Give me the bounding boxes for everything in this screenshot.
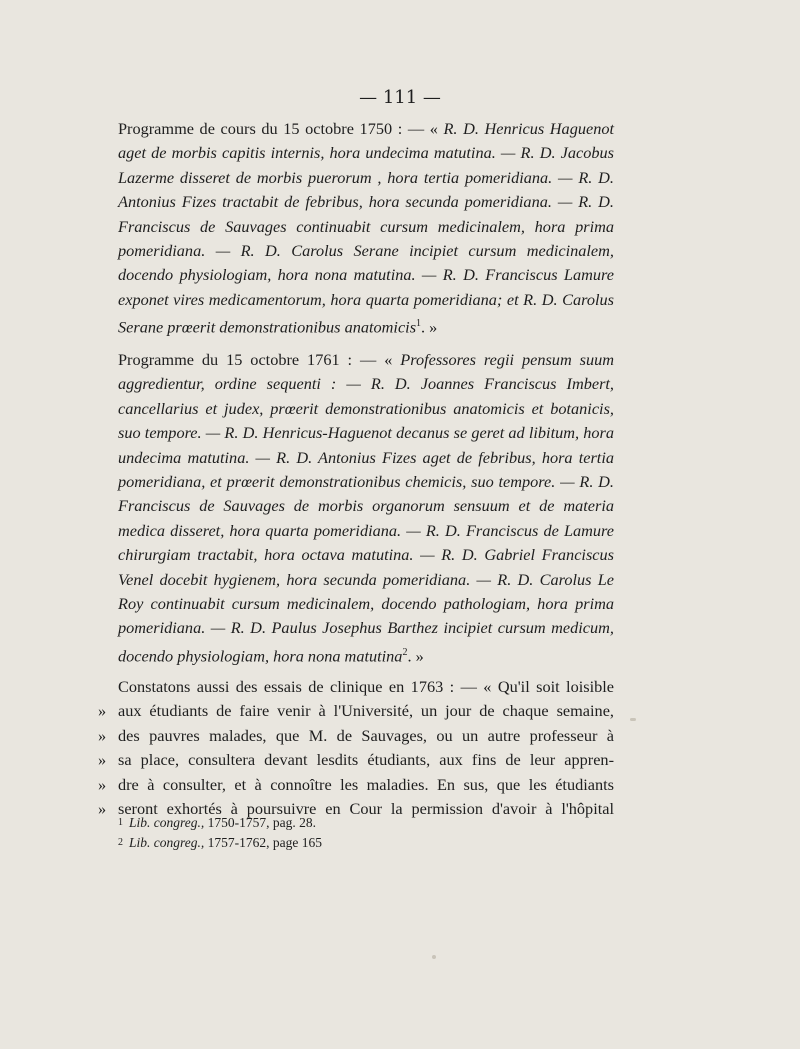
quoted-line: » aux étudiants de faire venir à l'Université, un jour de chaque semaine, (118, 699, 614, 723)
quote-mark: » (98, 701, 107, 721)
quote-mark: » (98, 750, 107, 770)
paragraph-text (118, 348, 614, 669)
footnote-detail: 1750-1757, pag. 28. (207, 815, 316, 830)
latin-quotation: R. D. Henricus Haguenot aget de morbis capitis internis, hora undecima matutina. — R. D. Jacobus Lazerme disseret de morbis puerorum , hora tertia pomeridiana. — R. D. Antonius Fizes tractabit de febribus, hora secunda pomeridiana. — R. D. Franciscus de Sauvages continuabit cursum medicinalem, hora prima pomeridiana. — R. D. Carolus Serane incipiet cursum medicinalem, docendo physiologiam, hora nona matutina. — R. D. Franciscus Lamure exponet vires medicamentorum, hora quarta pomeridiana; et R. D. Carolus Serane prœerit demonstrationibus anatomicis (118, 119, 615, 337)
footnote-detail: 1757-1762, page 165 (207, 835, 322, 850)
paragraph-1761-programme (118, 348, 614, 669)
quote-close: . » (421, 317, 438, 337)
quote-mark: » (98, 725, 107, 745)
quoted-lines (98, 699, 614, 821)
footnote-1 (118, 813, 618, 833)
quote-mark: » (98, 799, 107, 819)
footnote-source: Lib. congreg., (129, 835, 205, 850)
footnote-source: Lib. congreg., (129, 815, 205, 830)
paper-speck (630, 718, 636, 721)
paragraph-text (118, 117, 614, 340)
quoted-line: » sa place, consultera devant lesdits étudiants, aux fins de leur appren- (118, 748, 614, 772)
footnote-ref: 1 (416, 318, 422, 330)
footnotes (118, 813, 618, 853)
paragraph-lead: Programme du 15 octobre 1761 : — « (118, 350, 393, 369)
footnote-ref: 2 (402, 646, 408, 658)
quote-mark: » (98, 774, 107, 794)
quote-close: . » (407, 646, 424, 666)
paragraph-1750-programme (118, 117, 614, 340)
quoted-line: » des pauvres malades, que M. de Sauvages, ou un autre professeur à (118, 724, 614, 748)
paragraph-lead: Programme de cours du 15 octobre 1750 : — « (118, 119, 438, 138)
quoted-line: » dre à consulter, et à connoître les maladies. En sus, que les étudiants (118, 773, 614, 797)
paragraph-first-line: Constatons aussi des essais de clinique en 1763 : — « Qu'il soit loisible (118, 677, 614, 696)
footnote-2 (118, 833, 618, 853)
latin-quotation: Professores regii pensum suum aggredientur, ordine sequenti : — R. D. Joannes Franciscus Imbert, cancellarius et judex, prœerit demonstrationibus anatomicis et botanicis, suo tempore. — R. D. Henricus-Haguenot decanus se geret ad libitum, hora undecima matutina. — R. D. Antonius Fizes aget de febribus, hora tertia pomeridiana, et prœerit demonstrationibus chemicis, suo tempore. — R. D. Franciscus de Sauvages de morbis organorum sensuum et de materia medica disseret, hora quarta pomeridiana. — R. D. Franciscus de Lamure chirurgiam tractabit, hora octava matutina. — R. D. Gabriel Franciscus Venel docebit hygienem, hora secunda pomeridiana. — R. D. Carolus Le Roy continuabit cursum medicinalem, docendo pathologiam, hora prima pomeridiana. — R. D. Paulus Josephus Barthez incipiet cursum medicum, docendo physiologiam, hora nona matutina (118, 350, 614, 666)
paragraph-clinique-1763 (98, 675, 614, 821)
page-number: — 111 — (359, 87, 441, 108)
footnote-marker: 1 (118, 817, 123, 828)
quoted-line: » seront exhortés à poursuivre en Cour la permission d'avoir à l'hôpital (118, 797, 614, 821)
footnote-marker: 2 (118, 837, 123, 848)
paper-speck (432, 955, 436, 959)
